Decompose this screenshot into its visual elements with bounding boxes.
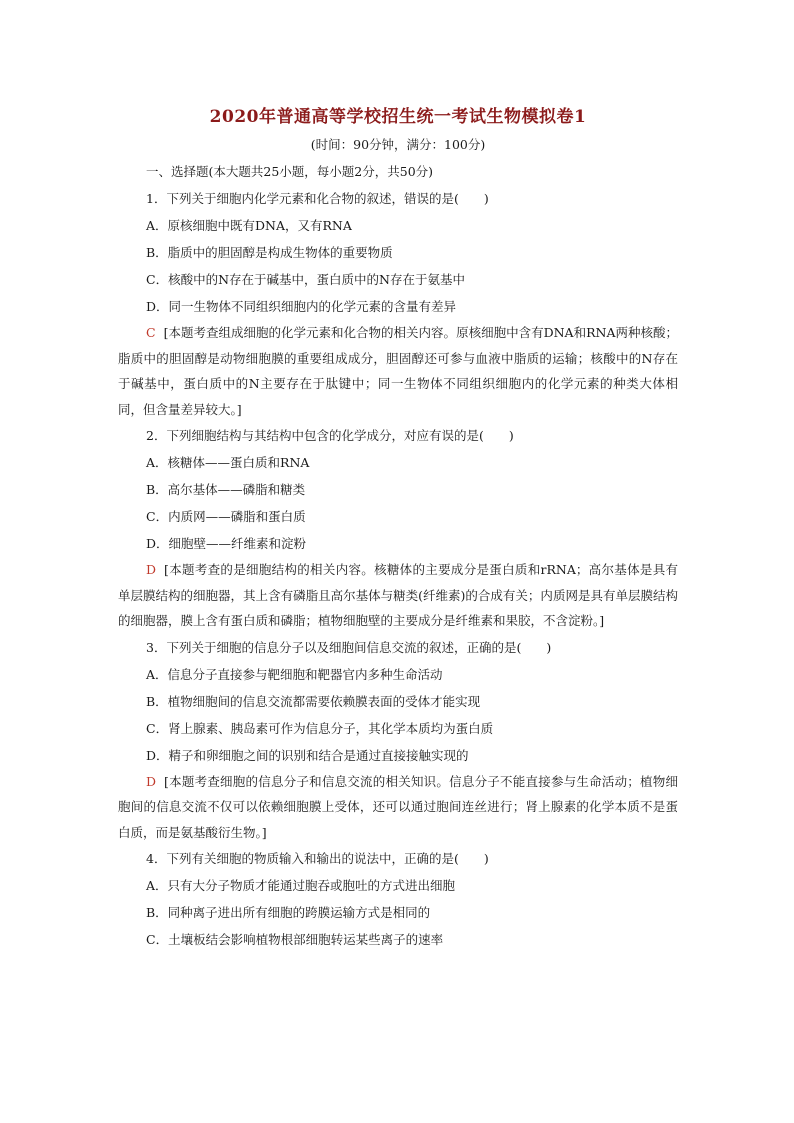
- exam-title: 2020年普通高等学校招生统一考试生物模拟卷1: [209, 107, 587, 127]
- option-d: D．同一生物体不同组织细胞内的化学元素的含量有差异: [146, 299, 457, 314]
- question-stem: 4．下列有关细胞的物质输入和输出的说法中，正确的是( ): [146, 851, 489, 866]
- document-body: [118, 104, 678, 953]
- option-d: D．精子和卵细胞之间的识别和结合是通过直接接触实现的: [146, 747, 469, 763]
- explanation-text: [本题考查细胞的信息分子和信息交流的相关知识。信息分子不能直接参与生命活动；植物细胞间的信息交流不仅可以依赖细胞膜上受体，还可以通过胞间连丝进行；肾上腺素的化学本质不是蛋白质，而是氨基酸衍生物。]: [118, 773, 678, 840]
- question-4: [118, 845, 678, 953]
- section-heading: 一、选择题(本大题共25小题，每小题2分，共50分): [146, 164, 434, 179]
- option-c: C．肾上腺素、胰岛素可作为信息分子，其化学本质均为蛋白质: [146, 720, 494, 736]
- option-a: A．核糖体——蛋白质和RNA: [146, 455, 310, 470]
- question-stem: 1．下列关于细胞内化学元素和化合物的叙述，错误的是( ): [146, 191, 489, 206]
- option-c: C．土壤板结会影响植物根部细胞转运某些离子的速率: [146, 932, 444, 947]
- option-a: A．只有大分子物质才能通过胞吞或胞吐的方式进出细胞: [146, 878, 456, 893]
- question-2: [118, 422, 678, 634]
- option-d: D．细胞壁——纤维素和淀粉: [146, 536, 307, 551]
- answer-explanation: [118, 557, 678, 634]
- answer-letter: D: [146, 773, 157, 789]
- question-stem: 2．下列细胞结构与其结构中包含的化学成分，对应有误的是( ): [146, 428, 514, 443]
- option-b: B．脂质中的胆固醇是构成生物体的重要物质: [146, 245, 393, 260]
- explanation-text: [本题考查的是细胞结构的相关内容。核糖体的主要成分是蛋白质和rRNA；高尔基体是具有单层膜结构的细胞器，其上含有磷脂且高尔基体与糖类(纤维素)的合成有关；内质网是具有单层膜结构的细胞器，膜上含有蛋白质和磷脂；植物细胞壁的主要成分是纤维素和果胶，不含淀粉。]: [118, 562, 678, 628]
- answer-letter: C: [146, 325, 156, 340]
- explanation-text: [本题考查组成细胞的化学元素和化合物的相关内容。原核细胞中含有DNA和RNA两种核酸；脂质中的胆固醇是动物细胞膜的重要组成成分，胆固醇还可参与血液中脂质的运输；核酸中的N存在于碱基中，蛋白质中的N主要存在于肽键中；同一生物体不同组织细胞内的化学元素的种类大体相同，但含量差异较大。]: [118, 325, 678, 417]
- option-b: B．植物细胞间的信息交流都需要依赖膜表面的受体才能实现: [146, 693, 481, 709]
- answer-explanation: [118, 320, 678, 422]
- option-a: A．原核细胞中既有DNA，又有RNA: [146, 218, 352, 233]
- question-stem: 3．下列关于细胞的信息分子以及细胞间信息交流的叙述，正确的是( ): [146, 639, 552, 655]
- option-a: A．信息分子直接参与靶细胞和靶器官内多种生命活动: [146, 666, 443, 682]
- question-3: [118, 634, 678, 846]
- answer-explanation: [118, 769, 678, 846]
- question-1: [118, 185, 678, 422]
- option-c: C．内质网——磷脂和蛋白质: [146, 509, 306, 524]
- exam-time-info: (时间：90分钟，满分：100分): [310, 137, 486, 152]
- answer-letter: D: [146, 562, 157, 577]
- option-c: C．核酸中的N存在于碱基中，蛋白质中的N存在于氨基中: [146, 272, 465, 287]
- option-b: B．高尔基体——磷脂和糖类: [146, 482, 306, 497]
- option-b: B．同种离子进出所有细胞的跨膜运输方式是相同的: [146, 905, 431, 920]
